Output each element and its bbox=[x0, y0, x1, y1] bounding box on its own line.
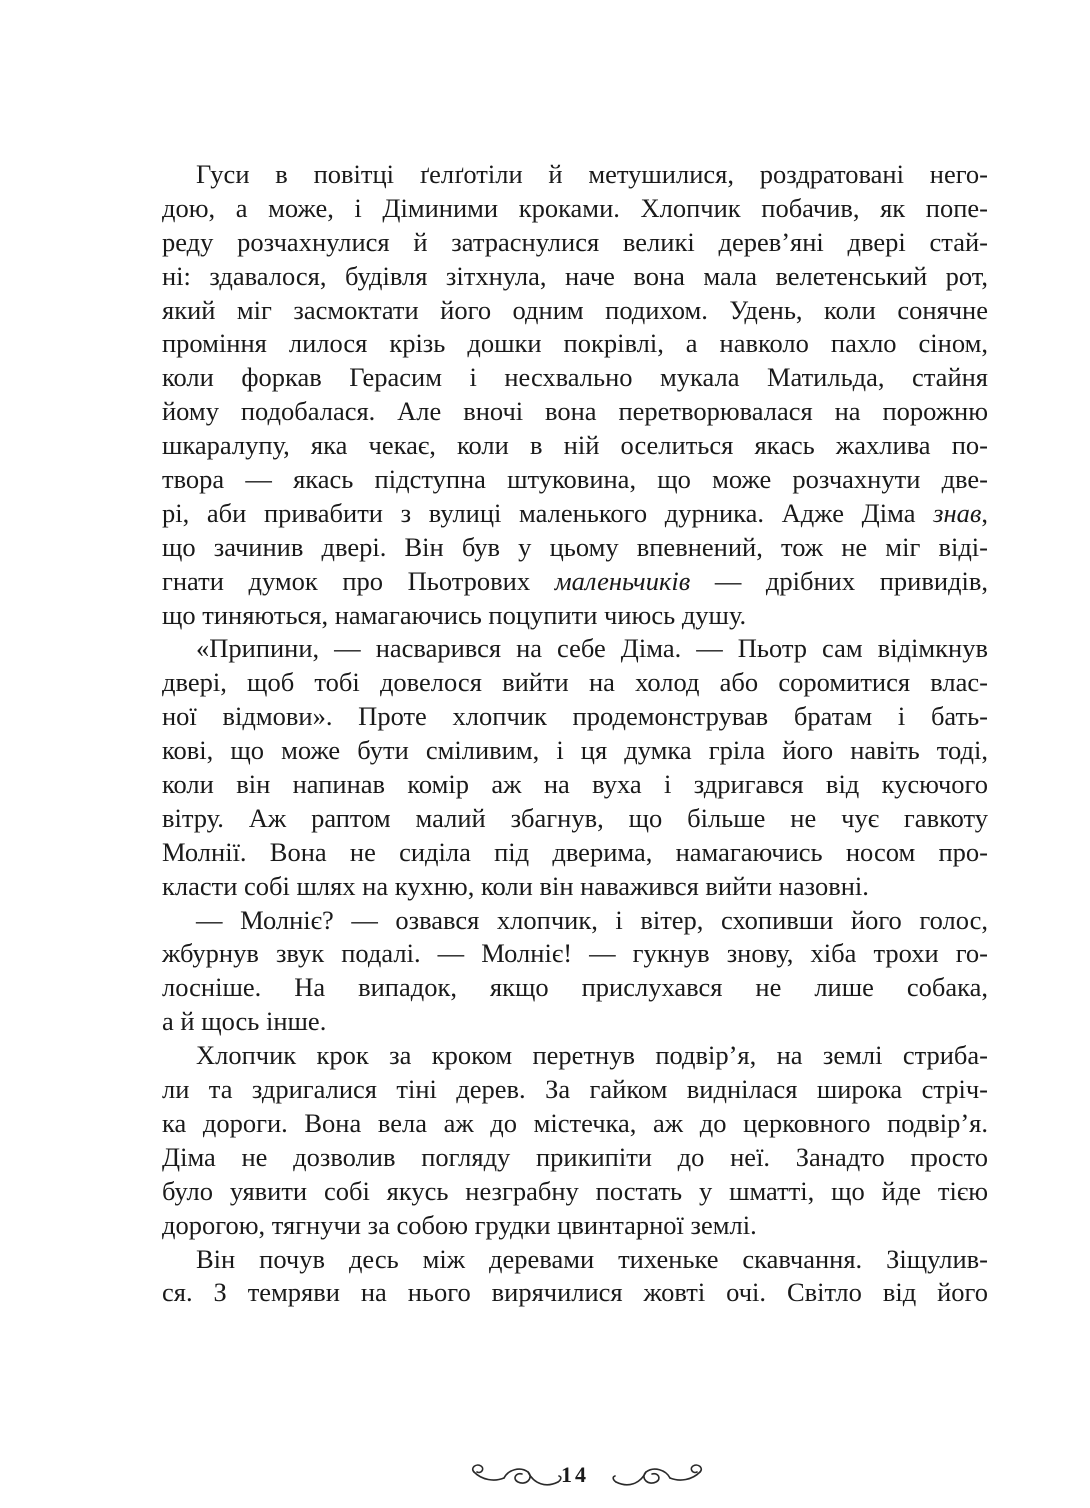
text-segment: Він почув десь між деревами тихеньке скавчання. Зіщулив- bbox=[196, 1243, 988, 1274]
text-line bbox=[162, 429, 988, 463]
text-line bbox=[162, 700, 988, 734]
text-line bbox=[162, 497, 988, 531]
text-segment: ка дороги. Вона вела аж до містечка, аж до церковного подвір’я. bbox=[162, 1107, 988, 1138]
text-segment: — Молніє? — озвався хлопчик, і вітер, схопивши його голос, bbox=[196, 904, 988, 935]
page-footer bbox=[0, 1452, 1090, 1502]
text-line bbox=[162, 1209, 988, 1243]
text-segment: йому подобалася. Але вночі вона перетворювалася на порожню bbox=[162, 396, 988, 427]
text-segment: ся. З темряви на нього вирячилися жовті очі. Світло від його bbox=[162, 1277, 988, 1308]
text-line bbox=[162, 1107, 988, 1141]
text-line bbox=[162, 599, 988, 633]
text-line bbox=[162, 395, 988, 429]
text-segment: двері, щоб тобі довелося вийти на холод або соромитися влас- bbox=[162, 667, 988, 698]
text-segment: , bbox=[981, 497, 988, 528]
text-segment: дорогою, тягнучи за собою грудки цвинтарної землі. bbox=[162, 1209, 757, 1240]
text-segment: «Припини, — насварився на себе Діма. — Пьотр сам відімкнув bbox=[196, 633, 988, 664]
body-text bbox=[162, 158, 988, 1310]
text-line bbox=[162, 1039, 988, 1073]
text-line bbox=[162, 463, 988, 497]
text-segment: який міг засмоктати його одним подихом. Удень, коли сонячне bbox=[162, 294, 988, 325]
text-line bbox=[162, 666, 988, 700]
text-segment: твора — якась підступна штуковина, що може розчахнути две- bbox=[162, 464, 988, 495]
text-line bbox=[162, 1276, 988, 1310]
text-line bbox=[162, 327, 988, 361]
text-line bbox=[162, 1141, 988, 1175]
text-line bbox=[162, 802, 988, 836]
text-line bbox=[162, 158, 988, 192]
italic-word: маленьчиків bbox=[554, 565, 691, 596]
text-line bbox=[162, 531, 988, 565]
text-line bbox=[162, 734, 988, 768]
text-line bbox=[162, 768, 988, 802]
text-segment: ні: здавалося, будівля зітхнула, наче вона мала велетенський рот, bbox=[162, 260, 988, 291]
text-line bbox=[162, 1175, 988, 1209]
text-segment: Молнії. Вона не сиділа під дверима, намагаючись носом про- bbox=[162, 836, 988, 867]
text-segment: дою, а може, і Діминими кроками. Хлопчик побачив, як попе- bbox=[162, 192, 988, 223]
text-line bbox=[162, 937, 988, 971]
text-segment: Хлопчик крок за кроком перетнув подвір’я, на землі стриба- bbox=[196, 1040, 988, 1071]
text-segment: коли він напинав комір аж на вуха і здригався від кусючого bbox=[162, 769, 988, 800]
text-segment: ної відмови». Проте хлопчик продемонстрував братам і бать- bbox=[162, 701, 988, 732]
text-segment: реду розчахнулися й затраснулися великі дерев’яні двері стай- bbox=[162, 226, 988, 257]
text-line bbox=[162, 565, 988, 599]
text-line bbox=[162, 226, 988, 260]
italic-word: знав bbox=[933, 497, 982, 528]
text-line bbox=[162, 1073, 988, 1107]
text-line bbox=[162, 361, 988, 395]
text-line bbox=[162, 294, 988, 328]
text-line bbox=[162, 836, 988, 870]
text-segment: ли та здригалися тіні дерев. За гайком виднілася широка стріч- bbox=[162, 1074, 988, 1105]
text-segment: Гуси в повітці ґелґотіли й метушилися, роздратовані него- bbox=[196, 159, 988, 189]
page-number: 14 bbox=[561, 1462, 589, 1487]
text-line bbox=[162, 632, 988, 666]
text-segment: класти собі шлях на кухню, коли він наважився вийти назовні. bbox=[162, 870, 869, 901]
text-segment: рі, аби привабити з вулиці маленького дурника. Адже Діма bbox=[162, 497, 934, 528]
text-line bbox=[162, 1243, 988, 1277]
text-segment: що тиняються, намагаючись поцупити чиюсь душу. bbox=[162, 599, 747, 630]
text-segment: що зачинив двері. Він був у цьому впевнений, тож не міг віді- bbox=[162, 531, 988, 562]
text-segment: коли форкав Герасим і несхвально мукала Матильда, стайня bbox=[162, 362, 988, 393]
text-line bbox=[162, 904, 988, 938]
flourish-right-icon bbox=[606, 1460, 706, 1494]
text-segment: вітру. Аж раптом малий збагнув, що більше не чує гавкоту bbox=[162, 802, 988, 833]
text-segment: було уявити собі якусь незграбну постать у шматті, що йде тією bbox=[162, 1175, 988, 1206]
text-segment: проміння лилося крізь дошки покрівлі, а навколо пахло сіном, bbox=[162, 328, 988, 359]
text-line bbox=[162, 1005, 988, 1039]
text-line bbox=[162, 192, 988, 226]
text-line bbox=[162, 870, 988, 904]
text-segment: — дрібних привидів, bbox=[690, 565, 988, 596]
text-segment: шкаралупу, яка чекає, коли в ній оселиться якась жахлива по- bbox=[162, 430, 988, 461]
text-segment: лосніше. На випадок, якщо прислухався не лише собака, bbox=[162, 972, 988, 1003]
text-line bbox=[162, 971, 988, 1005]
text-segment: Діма не дозволив погляду прикипіти до неї. Занадто просто bbox=[162, 1141, 988, 1172]
text-segment: кові, що може бути сміливим, і ця думка гріла його навіть тоді, bbox=[162, 735, 988, 766]
text-segment: гнати думок про Пьотрових bbox=[162, 565, 555, 596]
text-line bbox=[162, 260, 988, 294]
text-segment: а й щось інше. bbox=[162, 1006, 327, 1037]
text-segment: жбурнув звук подалі. — Молніє! — гукнув знову, хіба трохи го- bbox=[162, 938, 988, 969]
